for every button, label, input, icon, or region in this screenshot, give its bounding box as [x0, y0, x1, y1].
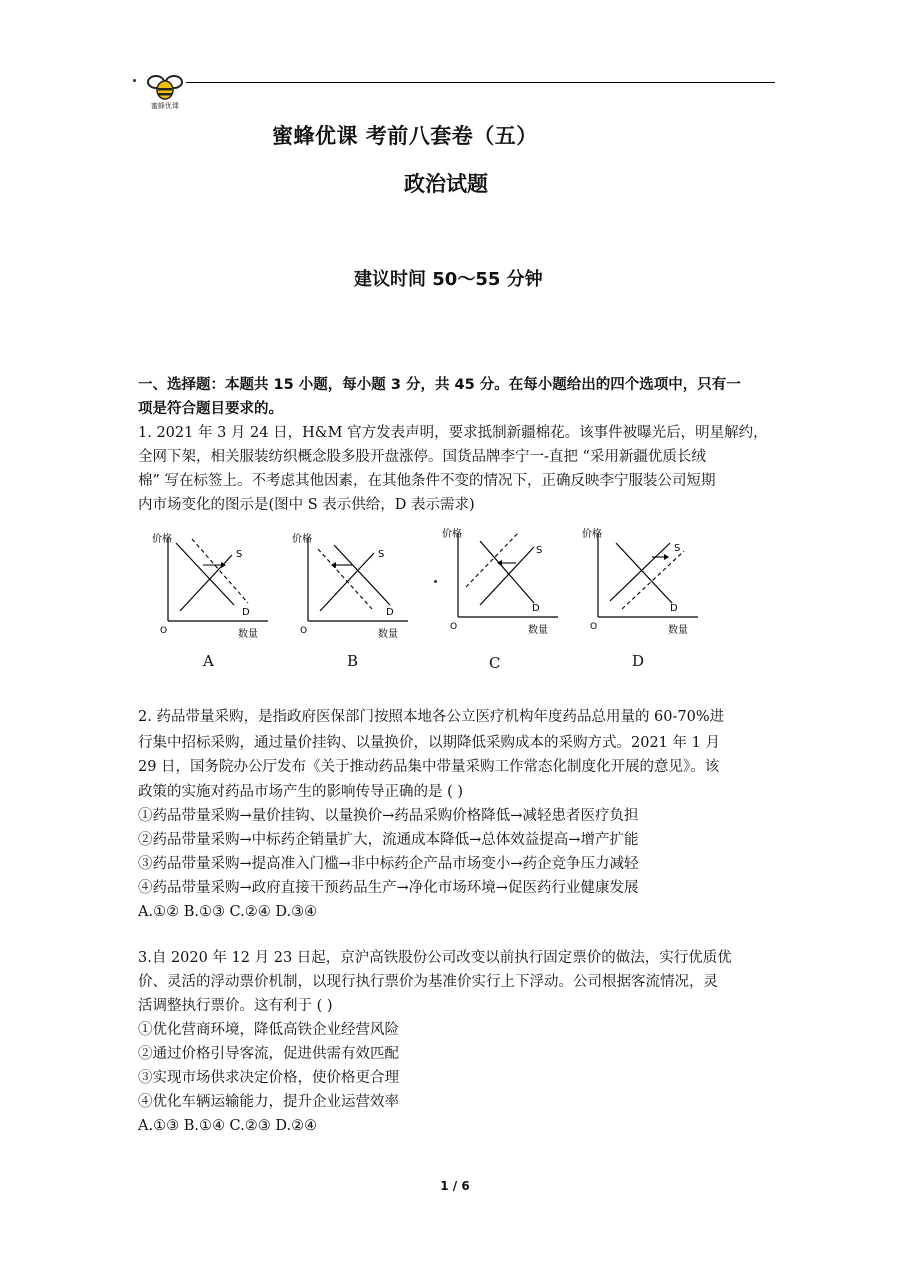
chart-option-label: C	[489, 654, 501, 672]
y-axis-label: 价格	[442, 529, 462, 540]
demand-label: D	[242, 607, 250, 618]
chart-option-label: B	[347, 652, 359, 670]
q2-statement: ④药品带量采购→政府直接干预药品生产→净化市场环境→促医药行业健康发展	[138, 880, 639, 896]
q3-statement: ①优化营商环境，降低高铁企业经营风险	[138, 1022, 399, 1038]
x-axis-label: 数量	[668, 625, 688, 636]
y-axis-label: 价格	[292, 534, 312, 545]
q3-statement: ④优化车辆运输能力，提升企业运营效率	[138, 1094, 399, 1110]
x-axis-label: 数量	[378, 629, 398, 640]
time-hint: 建议时间 50～55 分钟	[354, 269, 543, 290]
header-dot	[133, 79, 136, 82]
q2-line: 2. 药品带量采购，是指政府医保部门按照本地各公立医疗机构年度药品总用量的 60-70%进	[138, 709, 725, 725]
demand-curve	[616, 543, 672, 603]
q1-line: 全网下架，相关服装纺织概念股多股开盘涨停。国货品牌李宁一-直把 “采用新疆优质长绒	[138, 449, 706, 465]
origin-label: O	[160, 626, 168, 636]
q3-line: 活调整执行票价。这有利于 ( )	[138, 998, 333, 1014]
header-rule	[186, 82, 775, 83]
q3-statement: ③实现市场供求决定价格，使价格更合理	[138, 1070, 399, 1086]
section-intro-line1: 一、选择题：本题共 15 小题，每小题 3 分，共 45 分。在每小题给出的四个选项中，只有一	[138, 377, 741, 393]
logo-text: 蜜蜂优课	[151, 102, 179, 110]
demand-label: D	[670, 603, 678, 614]
q2-line: 政策的实施对药品市场产生的影响传导正确的是 ( )	[138, 784, 464, 800]
origin-label: O	[300, 626, 308, 636]
chart-option-label: D	[632, 652, 645, 670]
supply-demand-chart-d	[580, 525, 710, 649]
stray-dot	[434, 580, 437, 583]
q3-line: 3.自 2020 年 12 月 23 日起，京沪高铁股份公司改变以前执行固定票价的做法，实行优质优	[138, 950, 732, 966]
q1-line: 内市场变化的图示是(图中 S 表示供给，D 表示需求)	[138, 497, 475, 513]
page-number: 1 / 6	[440, 1179, 470, 1193]
q1-line: 1. 2021 年 3 月 24 日，H&M 官方发表声明，要求抵制新疆棉花。该事件被曝光后，明星解约，	[138, 425, 768, 441]
supply-demand-chart-b	[290, 525, 420, 649]
supply-demand-chart-c	[440, 525, 570, 649]
x-axis-label: 数量	[238, 629, 258, 640]
q2-line: 29 日，国务院办公厅发布《关于推动药品集中带量采购工作常态化制度化开展的意见》。该	[138, 759, 720, 775]
supply-label: S	[236, 549, 243, 560]
q2-statement: ②药品带量采购→中标药企销量扩大，流通成本降低→总体效益提高→增产扩能	[138, 832, 639, 848]
origin-label: O	[450, 622, 458, 632]
demand-curve	[176, 543, 234, 605]
y-axis-label: 价格	[582, 529, 602, 540]
q3-answer-options: A.①③ B.①④ C.②③ D.②④	[138, 1118, 318, 1134]
q3-line: 价、灵活的浮动票价机制，以现行执行票价为基准价实行上下浮动。公司根据客流情况，灵	[138, 974, 718, 990]
q2-answer-options: A.①② B.①③ C.②④ D.③④	[138, 904, 318, 920]
supply-label: S	[674, 543, 681, 554]
exam-subject: 政治试题	[404, 172, 488, 196]
shifted-demand-curve	[318, 549, 372, 609]
q2-line: 行集中招标采购，通过量价挂钩、以量换价，以期降低采购成本的采购方式。2021 年 1 月	[138, 735, 720, 751]
exam-title: 蜜蜂优课 考前八套卷（五）	[272, 124, 538, 148]
chart-option-label: A	[203, 652, 214, 670]
origin-label: O	[590, 622, 598, 632]
demand-label: D	[386, 607, 394, 618]
q1-line: 棉” 写在标签上。不考虑其他因素，在其他条件不变的情况下，正确反映李宁服装公司短期	[138, 473, 716, 489]
q3-statement: ②通过价格引导客流，促进供需有效匹配	[138, 1046, 399, 1062]
supply-curve	[480, 547, 534, 605]
supply-demand-chart-a	[150, 525, 280, 649]
supply-label: S	[536, 545, 543, 556]
x-axis-label: 数量	[528, 625, 548, 636]
demand-label: D	[532, 603, 540, 614]
q2-statement: ③药品带量采购→提高准入门槛→非中标药企产品市场变小→药企竞争压力减轻	[138, 856, 639, 872]
y-axis-label: 价格	[152, 534, 172, 545]
supply-label: S	[378, 549, 385, 560]
shifted-supply-curve	[466, 533, 518, 587]
supply-curve	[180, 555, 232, 611]
q2-statement: ①药品带量采购→量价挂钩、以量换价→药品采购价格降低→减轻患者医疗负担	[138, 808, 639, 824]
demand-curve	[480, 541, 534, 603]
section-intro-line2: 项是符合题目要求的。	[138, 401, 283, 417]
